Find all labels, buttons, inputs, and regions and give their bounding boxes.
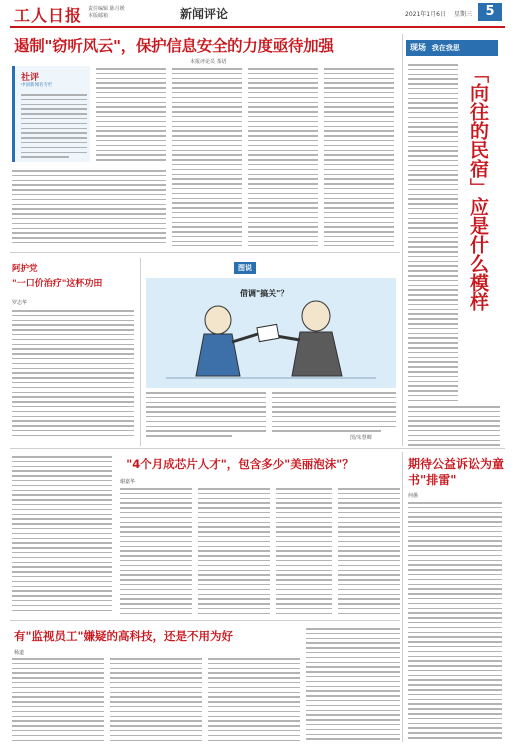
bottom-left-col-2: [110, 658, 202, 742]
paper-logo: 工人日报: [14, 6, 83, 25]
bottom-left-title: 有"监视员工"嫌疑的高科技，还是不用为好: [14, 629, 233, 643]
bottom-left-upper-body: [12, 456, 112, 614]
bottom-left-byline: 杨道: [14, 650, 25, 656]
lead-body-col-0: [12, 170, 166, 246]
bottom-mid-col-1: [120, 488, 192, 614]
cartoon-image: [146, 278, 396, 388]
mid-left-kicker: 阿护党: [12, 264, 38, 274]
lead-body-col-2: [172, 68, 242, 246]
issue-weekday: 星期三: [454, 11, 473, 18]
cartoon-text-2: [272, 392, 396, 436]
lead-body-col-3: [248, 68, 318, 246]
brief-text: [21, 94, 87, 158]
mid-bottom-rule: [10, 448, 505, 449]
bottom-mid-title: "4个月成芯片人才"，包含多少"美丽泡沫"？: [126, 457, 354, 471]
lead-byline: 本报评论员 茶语: [190, 59, 227, 65]
lead-bottom-rule: [10, 252, 400, 253]
right-column-body-1: [408, 64, 458, 404]
bottom-mid-byline: 谢嘉华: [120, 479, 136, 485]
bottom-right-body: [408, 502, 502, 742]
right-column-tag-sub: 我在我思: [431, 44, 460, 52]
bottom-right-title: 期待公益诉讼为童书"排雷": [408, 457, 505, 487]
mid-left-title: "一口价治疗"这杯功田: [12, 279, 103, 289]
editor-line: 责任编辑 陈月媛: [88, 6, 125, 12]
right-column-body-2: [408, 406, 500, 446]
masthead-rule: [10, 26, 505, 28]
right-column-tag: [406, 40, 498, 56]
cartoon-label: 图说: [234, 262, 256, 274]
right-column-title: 「向往的民宿」应是什么模样: [467, 64, 489, 311]
mid-left-body: [12, 310, 134, 440]
section-name: 新闻评论: [180, 7, 229, 21]
cartoon-caption: 借调"搞关"？: [240, 289, 289, 298]
mailbox-line: 本版邮箱: [88, 13, 109, 19]
bottom-left-rule: [10, 620, 400, 621]
bottom-left-col-1: [12, 658, 104, 742]
bottom-mid-col-3: [276, 488, 332, 614]
mid-left-byline: 罗志华: [12, 300, 28, 306]
masthead: [0, 0, 515, 26]
right-column-tag-label: 现场: [410, 43, 426, 52]
brief-label: 社评: [21, 73, 40, 83]
mid-left-divider: [140, 258, 141, 446]
lead-body-col-1: [96, 68, 166, 164]
bottom-right-divider: [402, 452, 403, 742]
lead-brief-box: [12, 66, 90, 162]
bottom-right-byline: 何愚: [408, 493, 419, 499]
bottom-mid-col-4: [338, 488, 400, 614]
cartoon-credit: 图/朱慧卿: [350, 435, 372, 441]
bottom-left-col-4: [306, 628, 400, 742]
lead-body-col-4: [324, 68, 394, 246]
page-number-badge: 5: [478, 3, 502, 21]
lead-headline: 遏制"窃听风云"，保护信息安全的力度亟待加强: [14, 37, 334, 55]
bottom-mid-col-2: [198, 488, 270, 614]
cartoon-text-1: [146, 392, 266, 442]
bottom-left-col-3: [208, 658, 300, 742]
issue-date: 2021年1月6日: [405, 11, 446, 18]
right-column-divider: [402, 34, 403, 446]
brief-sub: 中国新闻名专栏: [21, 83, 53, 88]
